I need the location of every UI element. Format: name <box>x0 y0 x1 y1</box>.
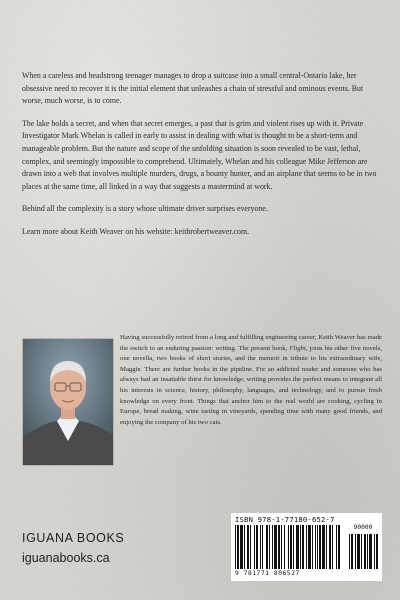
publisher-block <box>22 530 202 566</box>
back-cover-blurb <box>22 70 378 249</box>
barcode-number-text: 9 781771 806527 <box>235 570 300 577</box>
blurb-paragraph-2: The lake holds a secret, and when that secret emerges, a past that is grim and violent rises up with it. Private Investigator Mark Whelan is called in early to assist in dealing with what is thought to be a short-term and manageable problem. But the nature and scope of the unfolding situation is soon revealed to be vast, lethal, complex, and seemingly impossible to comprehend. Ultimately, Whelan and his colleague Mike Jefferson are drawn into a web that involves multiple murders, drugs, a bounty hunter, and an airplane that seems to be in two places at the same time, all linked in a way that suggests a mastermind at work. <box>22 118 377 191</box>
blurb-paragraph-4: Learn more about Keith Weaver on his website: keithrobertweaver.com. <box>22 226 250 236</box>
isbn-text: ISBN 978-1-77180-652-7 <box>235 515 335 524</box>
author-photo <box>22 338 114 466</box>
price-code-text: 90000 <box>353 524 373 531</box>
publisher-name: IGUANA BOOKS <box>22 531 125 545</box>
publisher-website: iguanabooks.ca <box>22 551 110 565</box>
barcode-icon <box>235 525 378 570</box>
bio-book-title: Flight <box>289 344 306 352</box>
author-bio <box>120 333 382 428</box>
bio-text-end: , joins his other five novels, one novella, two books of short stories, and the memoir in tribute to his extraordinary wife, Maggie. There are further books in the pipeline. For an addicted reader and someone who has always had an insatiable thirst for knowledge, writing provides the perfect means to integrate all his interests in science, history, philosophy, languages, and technology, and to pursue fresh knowledge on every front. Things that anchor him to the real world are cooking, cycling in Europe, bread making, wine tasting in vineyards, spending time with many good friends, and enjoying the company of his two cats. <box>120 344 382 426</box>
blurb-paragraph-3: Behind all the complexity is a story whose ultimate driver surprises everyone. <box>22 204 268 214</box>
author-portrait-illustration <box>23 339 113 465</box>
bio-text-start: Having successfully retired from a long and fulfilling engineering career, Keith Weaver has made the switch to an enduring passion: writing. The present book, <box>120 334 382 352</box>
blurb-paragraph-1: When a careless and headstrong teenager manages to drop a suitcase into a small central-Ontario lake, her obsessive need to recover it is the initial element that unleashes a chain of stressful and ominous events. But worse, much worse, is to come. <box>22 71 364 106</box>
isbn-barcode-box <box>231 513 382 581</box>
